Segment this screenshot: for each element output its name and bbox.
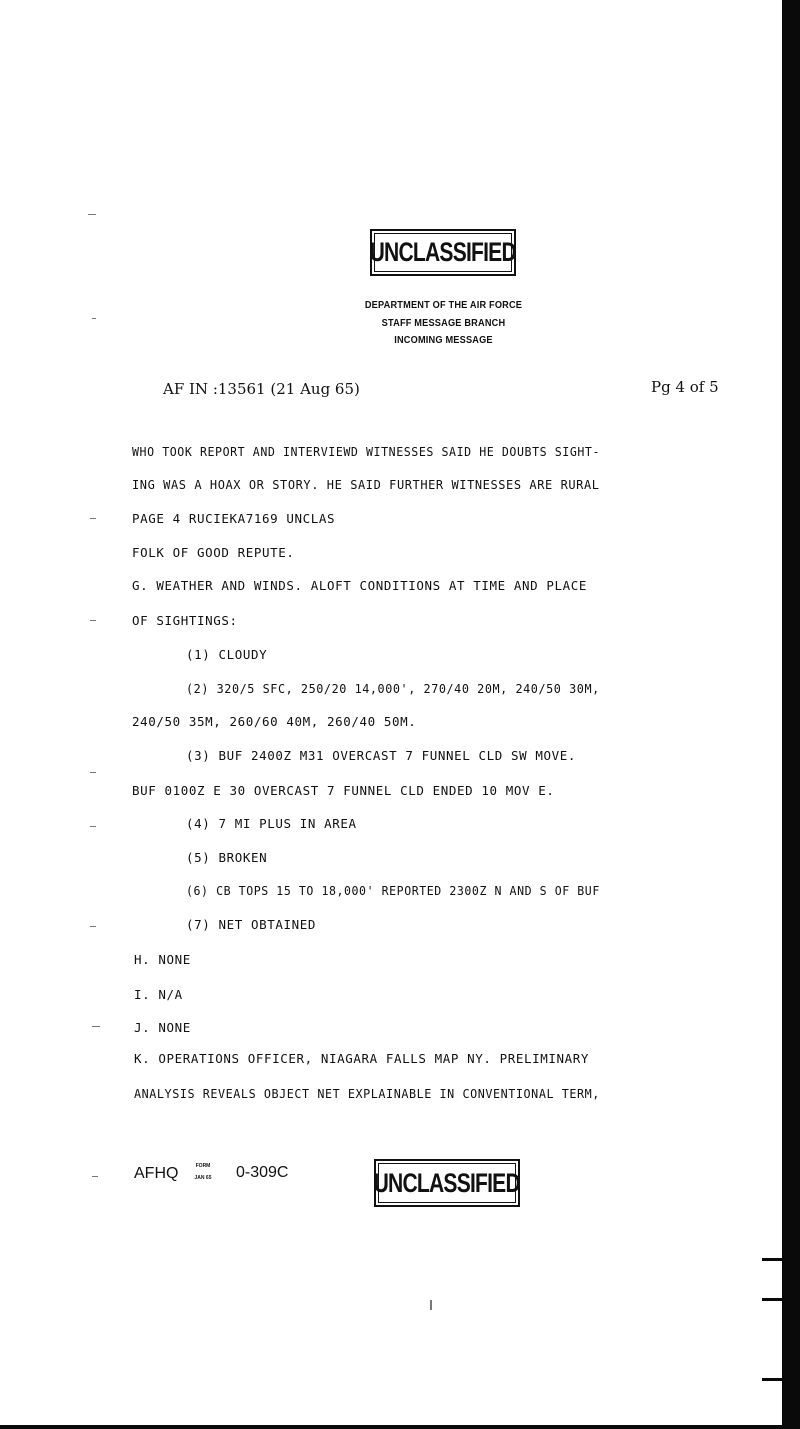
header-message-type: INCOMING MESSAGE <box>394 335 493 346</box>
form-org: AFHQ <box>134 1165 179 1182</box>
scan-speck <box>90 620 96 621</box>
classification-stamp-top <box>370 229 516 276</box>
scan-speck <box>430 1300 432 1310</box>
body-line: (3) BUF 2400Z M31 OVERCAST 7 FUNNEL CLD SW MOVE. <box>186 748 577 763</box>
body-line: OF SIGHTINGS: <box>132 613 238 628</box>
classification-text: UNCLASSIFIED <box>369 237 517 267</box>
form-date: JAN 65 <box>194 1175 212 1181</box>
body-line: WHO TOOK REPORT AND INTERVIEWD WITNESSES SAID HE DOUBTS SIGHT- <box>132 444 601 459</box>
form-word: FORM <box>195 1163 211 1169</box>
scan-speck <box>90 926 96 927</box>
body-line: (1) CLOUDY <box>186 647 268 662</box>
header-department: DEPARTMENT OF THE AIR FORCE <box>364 300 523 311</box>
body-line: K. OPERATIONS OFFICER, NIAGARA FALLS MAP NY. PRELIMINARY <box>134 1051 590 1066</box>
scan-speck <box>90 826 96 827</box>
form-number: 0-309C <box>236 1164 289 1181</box>
body-line: I. N/A <box>134 987 183 1002</box>
body-line: J. NONE <box>134 1020 191 1035</box>
body-line: G. WEATHER AND WINDS. ALOFT CONDITIONS AT TIME AND PLACE <box>132 578 588 593</box>
scan-edge-right <box>782 0 800 1429</box>
scan-speck <box>92 318 96 319</box>
scan-edge-notch <box>762 1298 800 1301</box>
body-line: FOLK OF GOOD REPUTE. <box>132 545 295 560</box>
scan-edge-notch <box>762 1378 800 1381</box>
body-line: (5) BROKEN <box>186 850 268 865</box>
body-line: ANALYSIS REVEALS OBJECT NET EXPLAINABLE IN CONVENTIONAL TERM, <box>134 1086 600 1101</box>
scan-speck <box>90 518 96 519</box>
scan-edge-bottom <box>0 1425 800 1429</box>
body-line: (7) NET OBTAINED <box>186 917 317 932</box>
classification-stamp-bottom <box>374 1159 520 1207</box>
body-line: (2) 320/5 SFC, 250/20 14,000', 270/40 20M, 240/50 30M, <box>186 681 600 696</box>
body-line: PAGE 4 RUCIEKA7169 UNCLAS <box>132 511 336 526</box>
scan-speck <box>92 1026 100 1027</box>
scan-edge-notch <box>762 1258 800 1261</box>
body-line: H. NONE <box>134 952 191 967</box>
page-number: Pg 4 of 5 <box>651 378 719 396</box>
scan-speck <box>92 1176 98 1177</box>
message-id: AF IN :13561 (21 Aug 65) <box>163 380 360 398</box>
classification-text: UNCLASSIFIED <box>373 1167 521 1198</box>
body-line: (4) 7 MI PLUS IN AREA <box>186 816 357 831</box>
header-branch: STAFF MESSAGE BRANCH <box>381 318 506 329</box>
body-line: ING WAS A HOAX OR STORY. HE SAID FURTHER WITNESSES ARE RURAL <box>132 477 600 492</box>
scan-speck <box>90 772 96 773</box>
scan-speck <box>88 214 96 215</box>
body-line: BUF 0100Z E 30 OVERCAST 7 FUNNEL CLD ENDED 10 MOV E. <box>132 783 555 798</box>
body-line: 240/50 35M, 260/60 40M, 260/40 50M. <box>132 714 417 729</box>
body-line: (6) CB TOPS 15 TO 18,000' REPORTED 2300Z N AND S OF BUF <box>186 883 600 898</box>
